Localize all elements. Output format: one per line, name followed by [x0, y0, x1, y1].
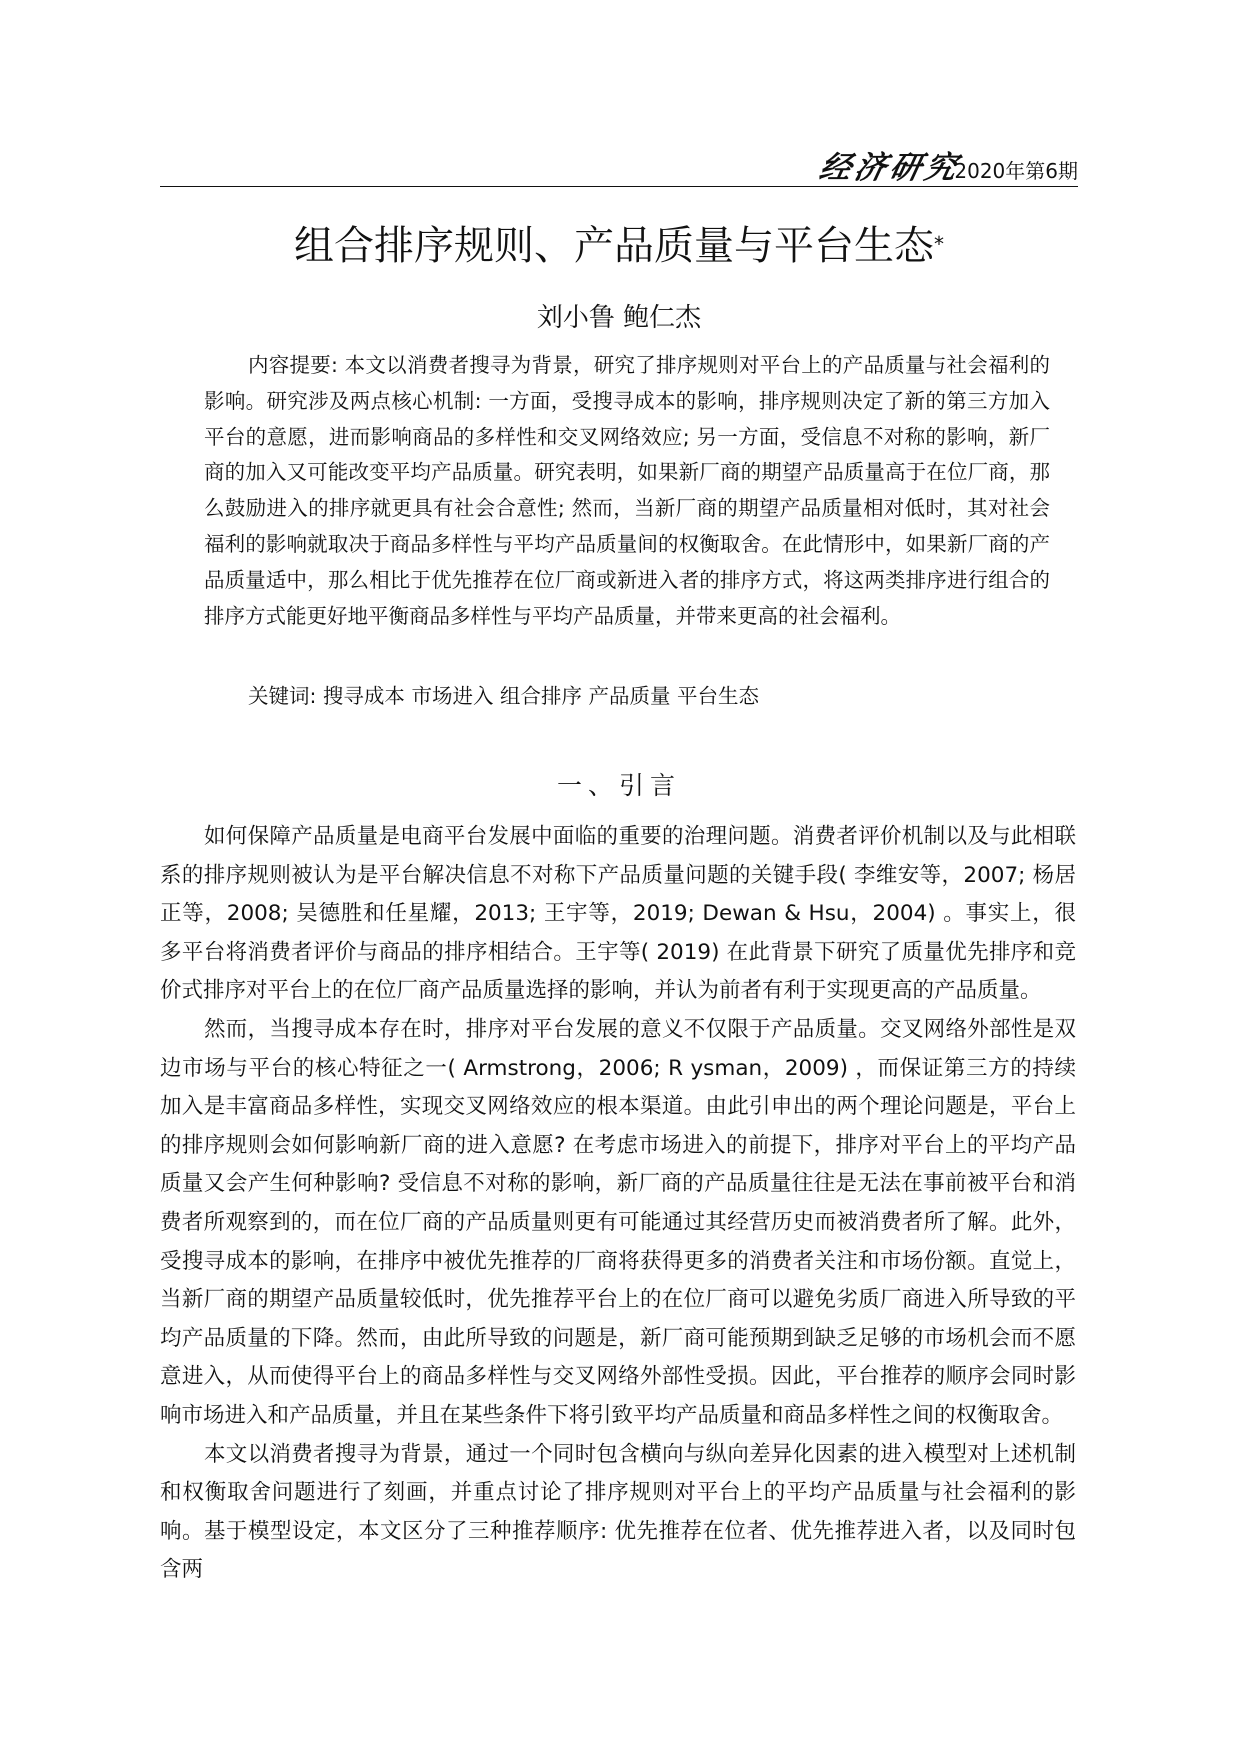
body-paragraph: 如何保障产品质量是电商平台发展中面临的重要的治理问题。消费者评价机制以及与此相联系的排序规则被认为是平台解决信息不对称下产品质量问题的关键手段( 李维安等，2007; 杨居正等，2008; 吴德胜和任星耀，2013; 王宇等，2019; Dewan & Hsu，2004) 。事实上，很多平台将消费者评价与商品的排序相结合。王宇等( 2019) 在此背景下研究了质量优先排序和竞价式排序对平台上的在位厂商产品质量选择的影响，并认为前者有利于实现更高的产品质量。 [160, 824, 1076, 1004]
running-header [160, 152, 1078, 187]
body-paragraph: 本文以消费者搜寻为背景，通过一个同时包含横向与纵向差异化因素的进入模型对上述机制和权衡取舍问题进行了刻画，并重点讨论了排序规则对平台上的平均产品质量与社会福利的影响。基于模型设定，本文区分了三种推荐顺序: 优先推荐在位者、优先推荐进入者，以及同时包含两 [160, 1441, 1076, 1583]
keywords: 关键词: 搜寻成本 市场进入 组合排序 产品质量 平台生态 [248, 684, 759, 708]
section-heading: 一、引言 [556, 771, 681, 800]
abstract [204, 348, 1050, 634]
body-paragraph: 然而，当搜寻成本存在时，排序对平台发展的意义不仅限于产品质量。交叉网络外部性是双边市场与平台的核心特征之一( Armstrong，2006; R ysman，2009) ，而保证第三方的持续加入是丰富商品多样性，实现交叉网络效应的根本渠道。由此引申出的两个理论问题是，平台上的排序规则会如何影响新厂商的进入意愿? 在考虑市场进入的前提下，排序对平台上的平均产品质量又会产生何种影响? 受信息不对称的影响，新厂商的产品质量往往是无法在事前被平台和消费者所观察到的，而在位厂商的产品质量则更有可能通过其经营历史而被消费者所了解。此外，受搜寻成本的影响，在排序中被优先推荐的厂商将获得更多的消费者关注和市场份额。直觉上，当新厂商的期望产品质量较低时，优先推荐平台上的在位厂商可以避免劣质厂商进入所导致的平均产品质量的下降。然而，由此所导致的问题是，新厂商可能预期到缺乏足够的市场机会而不愿意进入，从而使得平台上的商品多样性与交叉网络外部性受损。因此，平台推荐的顺序会同时影响市场进入和产品质量，并且在某些条件下将引致平均产品质量和商品多样性之间的权衡取舍。 [160, 1016, 1076, 1428]
paper-title-text: 组合排序规则、产品质量与平台生态 [294, 223, 934, 269]
issue-number: 2020年第6期 [954, 159, 1078, 183]
abstract-text: 内容提要: 本文以消费者搜寻为背景，研究了排序规则对平台上的产品质量与社会福利的影响。研究涉及两点核心机制: 一方面，受搜寻成本的影响，排序规则决定了新的第三方加入平台的意愿，进而影响商品的多样性和交叉网络效应; 另一方面，受信息不对称的影响，新厂商的加入又可能改变平均产品质量。研究表明，如果新厂商的期望产品质量高于在位厂商，那么鼓励进入的排序就更具有社会合意性; 然而，当新厂商的期望产品质量相对低时，其对社会福利的影响就取决于商品多样性与平均产品质量间的权衡取舍。在此情形中，如果新厂商的产品质量适中，那么相比于优先推荐在位厂商或新进入者的排序方式，将这两类排序进行组合的排序方式能更好地平衡商品多样性与平均产品质量，并带来更高的社会福利。 [204, 353, 1050, 628]
authors: 刘小鲁 鲍仁杰 [536, 303, 702, 333]
paper-title [160, 218, 1078, 274]
body-text [160, 818, 1076, 1590]
journal-name: 经济研究 [816, 150, 964, 186]
title-footnote-mark: * [934, 232, 944, 256]
